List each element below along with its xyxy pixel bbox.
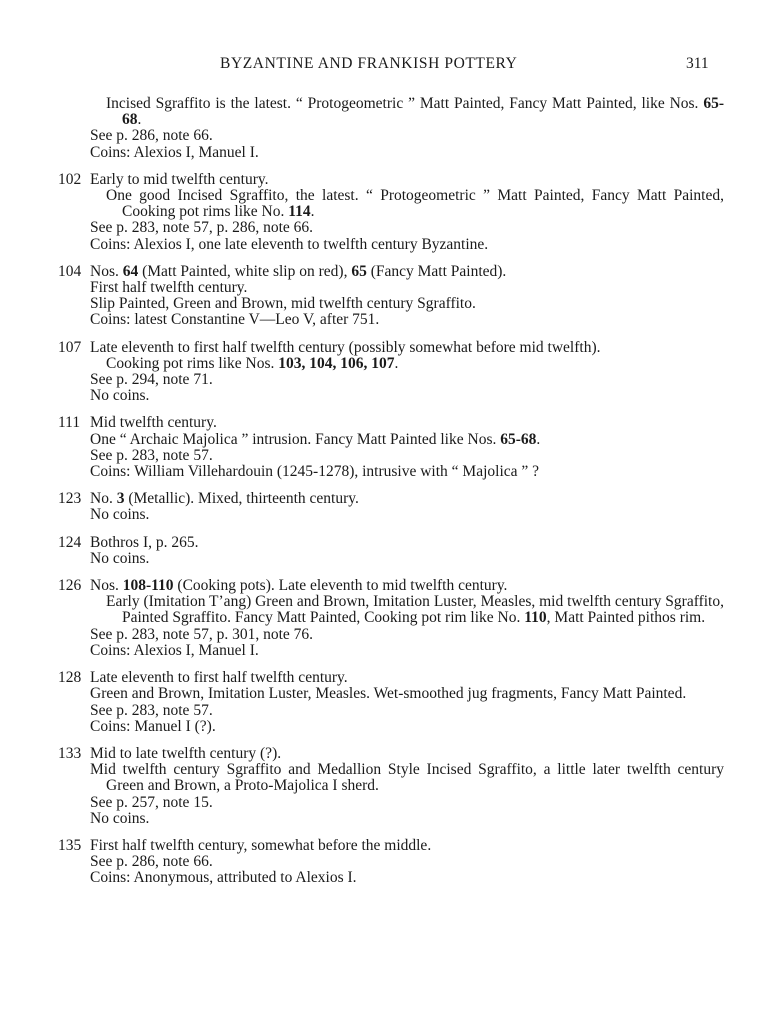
coins-line: No coins. bbox=[90, 549, 150, 567]
deposit-entry bbox=[0, 535, 784, 567]
entry-date: Late eleventh to first half twelfth century. bbox=[90, 669, 348, 687]
entry-text: Early (Imitation T’ang) Green and Brown, Imitation Luster, Measles, mid twelfth century Sgraffito, Painted Sgraffito. Fancy Matt Painted, Cooking pot rim like No. bbox=[106, 593, 724, 627]
entry-date: Late eleventh to first half twelfth century (possibly somewhat before mid twelfth). bbox=[90, 338, 601, 356]
entry-heading bbox=[0, 578, 724, 594]
entry-line bbox=[106, 96, 724, 128]
entry-line: Mid twelfth century Sgraffito and Medallion Style Incised Sgraffito, a little later twelfth century Green and Brown, a Proto-Majolica I sherd. bbox=[90, 761, 724, 795]
entry-text: . bbox=[310, 203, 315, 221]
entry-heading bbox=[0, 264, 724, 280]
entry-bold-ref: 65 bbox=[351, 262, 367, 280]
running-header bbox=[0, 56, 784, 76]
deposit-entry bbox=[0, 172, 784, 253]
coins-line: Coins: Anonymous, attributed to Alexios I. bbox=[90, 869, 357, 887]
entry-bold-ref: 114 bbox=[288, 203, 311, 221]
entry-text: Nos. bbox=[90, 262, 123, 280]
entry-text: (Matt Painted, white slip on red), bbox=[138, 262, 352, 280]
entry-date: Early to mid twelfth century. bbox=[90, 170, 269, 188]
deposit-entry bbox=[0, 746, 784, 827]
entry-text: (Fancy Matt Painted). bbox=[366, 262, 507, 280]
entry-heading bbox=[0, 340, 724, 356]
entry-line bbox=[90, 188, 724, 220]
deposit-entry bbox=[0, 578, 784, 659]
deposit-number: 124 bbox=[58, 533, 82, 551]
running-title: BYZANTINE AND FRANKISH POTTERY bbox=[220, 55, 518, 72]
deposit-entry bbox=[0, 340, 784, 405]
see-reference: See p. 257, note 15. bbox=[90, 793, 213, 811]
see-reference: See p. 286, note 66. bbox=[90, 853, 213, 871]
entry-line bbox=[90, 594, 724, 626]
continued-entry bbox=[90, 95, 724, 161]
see-reference: See p. 283, note 57, p. 301, note 76. bbox=[90, 625, 314, 643]
see-reference: See p. 286, note 66. bbox=[90, 127, 213, 145]
entry-text: One good Incised Sgraffito, the latest. “ Protogeometric ” Matt Painted, Fancy Matt Painted, Cooking pot rims like No. bbox=[106, 187, 724, 221]
entry-text: . bbox=[536, 430, 541, 448]
see-reference: See p. 283, note 57, p. 286, note 66. bbox=[90, 219, 314, 237]
coins-line: No coins. bbox=[90, 387, 150, 405]
entry-text: One “ Archaic Majolica ” intrusion. Fancy Matt Painted like Nos. bbox=[90, 430, 501, 448]
entry-bold-ref: 65-68 bbox=[500, 430, 537, 448]
see-reference: See p. 283, note 57. bbox=[90, 701, 213, 719]
entry-bold-ref: 64 bbox=[122, 262, 139, 280]
entry-heading bbox=[0, 491, 724, 507]
entry-text: Cooking pot rims like Nos. bbox=[106, 354, 279, 372]
entry-line bbox=[90, 432, 724, 448]
entry-date: Bothros I, p. 265. bbox=[90, 533, 199, 551]
coins-line: Coins: Alexios I, one late eleventh to twelfth century Byzantine. bbox=[90, 235, 489, 253]
coins-line: Coins: William Villehardouin (1245-1278), intrusive with “ Majolica ” ? bbox=[90, 463, 540, 481]
deposit-entry bbox=[0, 670, 784, 735]
coins-line: No coins. bbox=[90, 506, 150, 524]
entry-heading bbox=[0, 415, 724, 431]
entry-bold-ref: 65-68 bbox=[122, 95, 724, 129]
entry-bold-ref: 3 bbox=[116, 490, 125, 508]
entry-line bbox=[90, 356, 724, 372]
deposit-entry bbox=[0, 838, 784, 887]
entry-text: (Cooking pots). Late eleventh to mid twelfth century. bbox=[173, 577, 508, 595]
entry-text: . bbox=[137, 111, 142, 129]
deposit-number: 123 bbox=[58, 490, 82, 508]
deposit-number: 104 bbox=[58, 262, 82, 280]
entry-line: First half twelfth century. bbox=[90, 279, 248, 297]
entry-date: Mid to late twelfth century (?). bbox=[90, 744, 282, 762]
see-reference: See p. 294, note 71. bbox=[90, 371, 213, 389]
entry-bold-ref: 103, 104, 106, 107 bbox=[278, 354, 395, 372]
coins-line: No coins. bbox=[90, 809, 150, 827]
entry-text: Incised Sgraffito is the latest. “ Protogeometric ” Matt Painted, Fancy Matt Painted, like Nos. bbox=[106, 95, 704, 112]
entry-bold-ref: 108-110 bbox=[122, 577, 174, 595]
entry-bold-ref: 110 bbox=[524, 609, 547, 627]
see-reference: See p. 283, note 57. bbox=[90, 446, 213, 464]
entry-heading bbox=[0, 535, 724, 551]
deposit-entry bbox=[0, 415, 784, 480]
deposit-entry bbox=[0, 264, 784, 329]
entry-date: First half twelfth century, somewhat before the middle. bbox=[90, 836, 432, 854]
entry-text: , Matt Painted pithos rim. bbox=[546, 609, 706, 627]
entry-text: Nos. bbox=[90, 577, 123, 595]
deposit-number: 107 bbox=[58, 338, 82, 356]
entry-text: (Metallic). Mixed, thirteenth century. bbox=[124, 490, 359, 508]
coins-line: Coins: Alexios I, Manuel I. bbox=[90, 143, 259, 161]
entry-date: Mid twelfth century. bbox=[90, 414, 217, 432]
entry-heading bbox=[0, 670, 724, 686]
deposit-entry bbox=[0, 491, 784, 523]
entry-heading bbox=[0, 838, 724, 854]
entry-heading bbox=[0, 746, 724, 762]
deposit-number: 111 bbox=[58, 414, 81, 432]
entry-line: Slip Painted, Green and Brown, mid twelfth century Sgraffito. bbox=[90, 295, 476, 313]
entry-heading bbox=[0, 172, 724, 188]
entry-line: Green and Brown, Imitation Luster, Measles. Wet-smoothed jug fragments, Fancy Matt Painted. bbox=[90, 685, 687, 703]
deposit-number: 126 bbox=[58, 577, 82, 595]
page-number: 311 bbox=[686, 55, 709, 72]
page-body bbox=[0, 96, 784, 898]
coins-line: Coins: Manuel I (?). bbox=[90, 717, 216, 735]
coins-line: Coins: latest Constantine V—Leo V, after 751. bbox=[90, 311, 380, 329]
deposit-number: 133 bbox=[58, 744, 82, 762]
deposit-number: 102 bbox=[58, 170, 82, 188]
deposit-number: 135 bbox=[58, 836, 82, 854]
entry-text: . bbox=[394, 354, 399, 372]
deposit-number: 128 bbox=[58, 669, 82, 687]
entry-text: No. bbox=[90, 490, 117, 508]
coins-line: Coins: Alexios I, Manuel I. bbox=[90, 641, 259, 659]
